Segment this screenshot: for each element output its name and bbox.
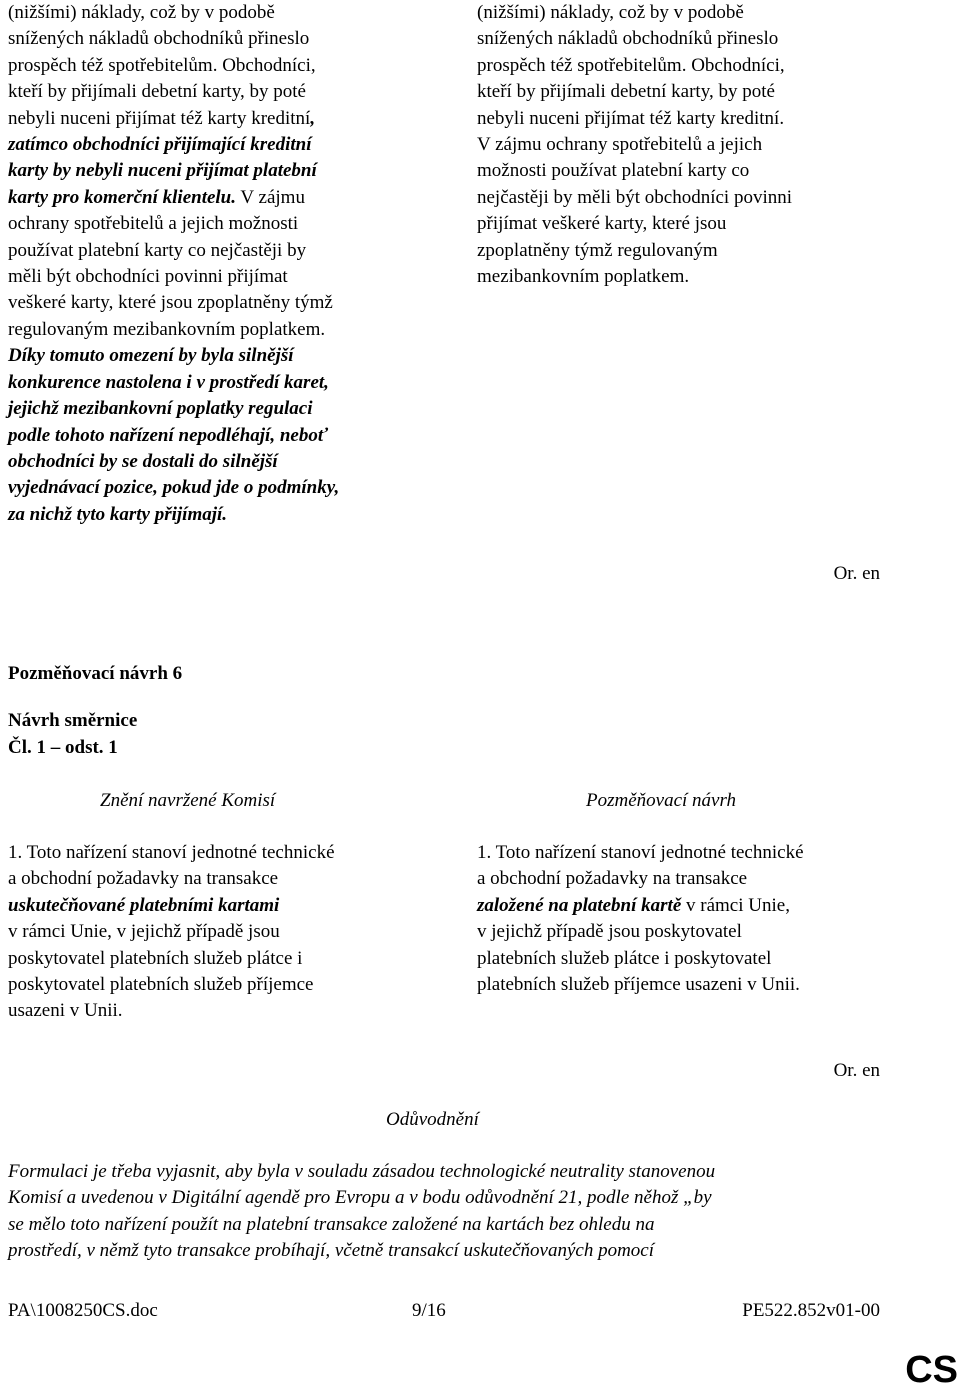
text-line xyxy=(8,423,423,449)
text-segment: V zájmu ochrany spotřebitelů a jejich xyxy=(477,134,763,156)
text-segment: používat platební karty co nejčastěji by xyxy=(8,239,307,261)
text-line xyxy=(8,893,423,919)
text-line xyxy=(477,893,907,919)
text-segment: nebyli nuceni přijímat též karty kreditní. xyxy=(477,107,785,129)
text-line xyxy=(8,475,423,501)
text-line xyxy=(8,972,423,998)
text-line xyxy=(8,185,423,211)
text-line xyxy=(477,919,907,945)
text-segment: mezibankovním poplatkem. xyxy=(477,266,690,288)
footer-page-number: 9/16 xyxy=(412,1300,446,1321)
justification-text xyxy=(8,1159,908,1265)
text-line xyxy=(477,0,907,26)
text-line xyxy=(8,106,423,132)
text-line xyxy=(8,0,423,26)
text-segment: V zájmu xyxy=(236,186,305,208)
text-line xyxy=(477,26,907,52)
text-line xyxy=(477,946,907,972)
article-reference: Čl. 1 – odst. 1 xyxy=(8,737,118,758)
text-line xyxy=(8,132,423,158)
text-line xyxy=(8,370,423,396)
text-segment: poskytovatel platebních služeb plátce i xyxy=(8,947,303,969)
text-segment: snížených nákladů obchodníků přineslo xyxy=(477,28,779,50)
text-segment: veškeré karty, které jsou zpoplatněny týmž xyxy=(8,292,333,314)
text-segment: jejichž mezibankovní poplatky regulaci xyxy=(8,398,313,420)
justification-title: Odůvodnění xyxy=(386,1109,479,1130)
text-segment: a obchodní požadavky na transakce xyxy=(8,868,279,890)
text-segment: kteří by přijímali debetní karty, by poté xyxy=(8,81,306,103)
text-line xyxy=(8,158,423,184)
commission-text-column xyxy=(8,840,423,1025)
text-line xyxy=(8,946,423,972)
text-line xyxy=(477,211,907,237)
text-segment: v rámci Unie, xyxy=(681,894,790,916)
text-segment: Díky tomuto omezení by byla silnější xyxy=(8,345,294,367)
text-line xyxy=(477,79,907,105)
justification-line: prostředí, v němž tyto transakce probíhají, včetně transakcí uskutečňovaných pomocí xyxy=(8,1240,655,1262)
proposal-label: Návrh směrnice xyxy=(8,710,138,731)
text-line xyxy=(8,396,423,422)
text-line xyxy=(8,211,423,237)
text-line xyxy=(477,53,907,79)
text-segment: platebních služeb plátce i poskytovatel xyxy=(477,947,772,969)
text-line xyxy=(8,502,423,528)
text-segment: kteří by přijímali debetní karty, by poté xyxy=(477,81,775,103)
text-line xyxy=(8,317,423,343)
text-line xyxy=(477,185,907,211)
top-right-column xyxy=(477,0,907,290)
text-segment: zatímco obchodníci přijímající kreditní xyxy=(8,134,312,156)
text-line xyxy=(8,79,423,105)
text-segment: usazeni v Unii. xyxy=(8,1000,123,1022)
text-line xyxy=(8,290,423,316)
text-segment: 1. Toto nařízení stanoví jednotné technické xyxy=(8,842,335,863)
text-segment: (nižšími) náklady, což by v podobě xyxy=(477,2,744,23)
text-segment: v rámci Unie, v jejichž případě jsou xyxy=(8,921,280,943)
text-segment: možnosti používat platební karty co xyxy=(477,160,750,182)
footer-language-code: CS xyxy=(905,1349,958,1391)
text-line xyxy=(477,158,907,184)
text-line xyxy=(8,26,423,52)
text-line xyxy=(8,238,423,264)
text-segment: podle tohoto nařízení nepodléhají, neboť xyxy=(8,424,328,446)
text-line xyxy=(477,972,907,998)
text-segment: zpoplatněny týmž regulovaným xyxy=(477,239,718,261)
text-segment: vyjednávací pozice, pokud jde o podmínky, xyxy=(8,477,340,499)
text-segment: uskutečňované platebními kartami xyxy=(8,894,280,916)
text-segment: a obchodní požadavky na transakce xyxy=(477,868,748,890)
text-segment: prospěch též spotřebitelům. Obchodníci, xyxy=(8,54,316,76)
text-segment: karty pro komerční klientelu. xyxy=(8,186,236,208)
text-line xyxy=(477,238,907,264)
text-segment: nebyli nuceni přijímat též karty kreditní xyxy=(8,107,311,129)
text-segment: prospěch též spotřebitelům. Obchodníci, xyxy=(477,54,785,76)
text-segment: měli být obchodníci povinni přijímat xyxy=(8,266,288,288)
text-segment: 1. Toto nařízení stanoví jednotné technické xyxy=(477,842,804,863)
justification-line: se mělo toto nařízení použít na platební transakce založené na kartách bez ohledu na xyxy=(8,1213,655,1235)
text-line xyxy=(477,132,907,158)
commission-text-header: Znění navržené Komisí xyxy=(100,790,276,811)
text-segment: regulovaným mezibankovním poplatkem. xyxy=(8,318,326,340)
amendment-text-column xyxy=(477,840,907,998)
text-segment: založené na platební kartě xyxy=(477,894,682,916)
text-line xyxy=(8,919,423,945)
justification-line: Formulaci je třeba vyjasnit, aby byla v souladu zásadou technologické neutrality stanovenou xyxy=(8,1161,716,1182)
text-segment: snížených nákladů obchodníků přineslo xyxy=(8,28,310,50)
text-line xyxy=(8,264,423,290)
text-line xyxy=(8,866,423,892)
text-line xyxy=(8,53,423,79)
original-language-note: Or. en xyxy=(833,563,880,584)
text-line xyxy=(8,840,423,866)
justification-line: Komisí a uvedenou v Digitální agendě pro Evropu a v bodu odůvodnění 21, podle něhož „by xyxy=(8,1187,712,1209)
text-segment: v jejichž případě jsou poskytovatel xyxy=(477,921,742,943)
text-segment: platebních služeb příjemce usazeni v Unii. xyxy=(477,974,800,996)
text-line xyxy=(8,998,423,1024)
text-segment: (nižšími) náklady, což by v podobě xyxy=(8,2,275,23)
footer-pe-reference: PE522.852v01-00 xyxy=(742,1300,880,1321)
text-line xyxy=(477,866,907,892)
footer-doc-reference: PA\1008250CS.doc xyxy=(8,1300,158,1321)
text-segment: karty by nebyli nuceni přijímat platební xyxy=(8,160,317,182)
amendment-header: Pozměňovací návrh xyxy=(586,790,737,811)
text-segment: obchodníci by se dostali do silnější xyxy=(8,450,278,472)
text-segment: nejčastěji by měli být obchodníci povinni xyxy=(477,186,793,208)
text-segment: poskytovatel platebních služeb příjemce xyxy=(8,974,314,996)
text-line xyxy=(8,449,423,475)
top-left-column xyxy=(8,0,423,528)
text-line xyxy=(477,106,907,132)
text-segment: konkurence nastolena i v prostředí karet, xyxy=(8,371,329,393)
text-segment: , xyxy=(310,107,316,129)
text-segment: přijímat veškeré karty, které jsou xyxy=(477,213,727,235)
text-line xyxy=(477,264,907,290)
original-language-note: Or. en xyxy=(833,1060,880,1081)
text-segment: za nichž tyto karty přijímají. xyxy=(8,503,228,525)
amendment-title: Pozměňovací návrh 6 xyxy=(8,663,183,684)
text-segment: ochrany spotřebitelů a jejich možnosti xyxy=(8,213,299,235)
text-line xyxy=(477,840,907,866)
text-line xyxy=(8,343,423,369)
